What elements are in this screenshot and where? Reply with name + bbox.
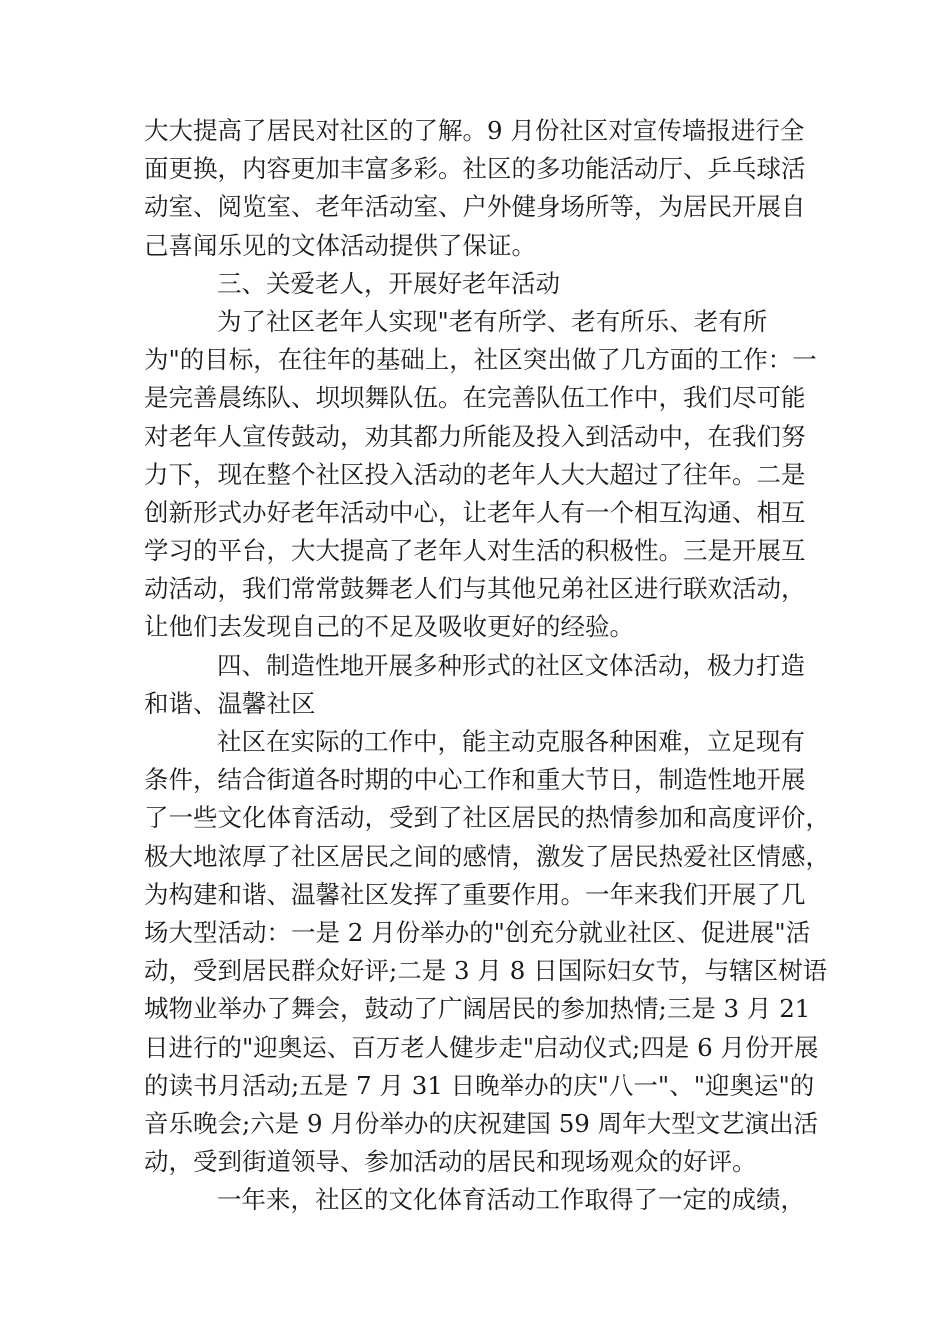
paragraph-line: 音乐晚会;六是 9 月份举办的庆祝建国 59 周年大型文艺演出活 <box>144 1108 819 1138</box>
paragraph-line: 己喜闻乐见的文体活动提供了保证。 <box>144 230 536 260</box>
paragraph-line: 创新形式办好老年活动中心，让老年人有一个相互沟通、相互 <box>144 497 806 527</box>
paragraph-line: 让他们去发现自己的不足及吸收更好的经验。 <box>144 612 634 642</box>
paragraph-line: 一年来，社区的文化体育活动工作取得了一定的成绩， <box>217 1185 805 1215</box>
paragraph-line: 城物业举办了舞会，鼓动了广阔居民的参加热情;三是 3 月 21 <box>144 994 811 1024</box>
paragraph-line: 动，受到居民群众好评;二是 3 月 8 日国际妇女节，与辖区树语 <box>144 956 828 986</box>
section-heading: 四、制造性地开展多种形式的社区文体活动，极力打造 <box>217 650 805 680</box>
paragraph-line: 大大提高了居民对社区的了解。9 月份社区对宣传墙报进行全 <box>144 116 805 145</box>
paragraph-line: 学习的平台，大大提高了老年人对生活的积极性。三是开展互 <box>144 536 806 566</box>
paragraph-line: 日进行的"迎奥运、百万老人健步走"启动仪式;四是 6 月份开展 <box>144 1032 819 1062</box>
document-body <box>144 112 830 1219</box>
paragraph-line: 动，受到街道领导、参加活动的居民和现场观众的好评。 <box>144 1147 757 1177</box>
paragraph-line: 条件，结合街道各时期的中心工作和重大节日，制造性地开展 <box>144 765 806 795</box>
paragraph-line: 极大地浓厚了社区居民之间的感情，激发了居民热爱社区情感， <box>144 841 830 871</box>
paragraph-line: 为了社区老年人实现"老有所学、老有所乐、老有所 <box>217 306 768 336</box>
section-heading-continued: 和谐、温馨社区 <box>144 688 316 718</box>
paragraph-line: 了一些文化体育活动，受到了社区居民的热情参加和高度评价， <box>144 803 830 833</box>
paragraph-line: 动室、阅览室、老年活动室、户外健身场所等，为居民开展自 <box>144 192 806 222</box>
paragraph-line: 为构建和谐、温馨社区发挥了重要作用。一年来我们开展了几 <box>144 879 806 909</box>
paragraph-line: 为"的目标，在往年的基础上，社区突出做了几方面的工作：一 <box>144 345 817 375</box>
paragraph-line: 是完善晨练队、坝坝舞队伍。在完善队伍工作中，我们尽可能 <box>144 383 806 413</box>
paragraph-line: 社区在实际的工作中，能主动克服各种困难，立足现有 <box>217 727 805 756</box>
paragraph-line: 面更换，内容更加丰富多彩。社区的多功能活动厅、乒乓球活 <box>144 154 806 184</box>
paragraph-line: 动活动，我们常常鼓舞老人们与其他兄弟社区进行联欢活动， <box>144 574 806 604</box>
section-heading: 三、关爱老人，开展好老年活动 <box>217 268 560 298</box>
paragraph-line: 对老年人宣传鼓动，劝其都力所能及投入到活动中，在我们努 <box>144 421 806 451</box>
paragraph-line: 力下，现在整个社区投入活动的老年人大大超过了往年。二是 <box>144 459 806 489</box>
paragraph-line: 的读书月活动;五是 7 月 31 日晚举办的庆"八一"、"迎奥运"的 <box>144 1070 815 1100</box>
paragraph-line: 场大型活动：一是 2 月份举办的"创充分就业社区、促进展"活 <box>144 917 811 947</box>
